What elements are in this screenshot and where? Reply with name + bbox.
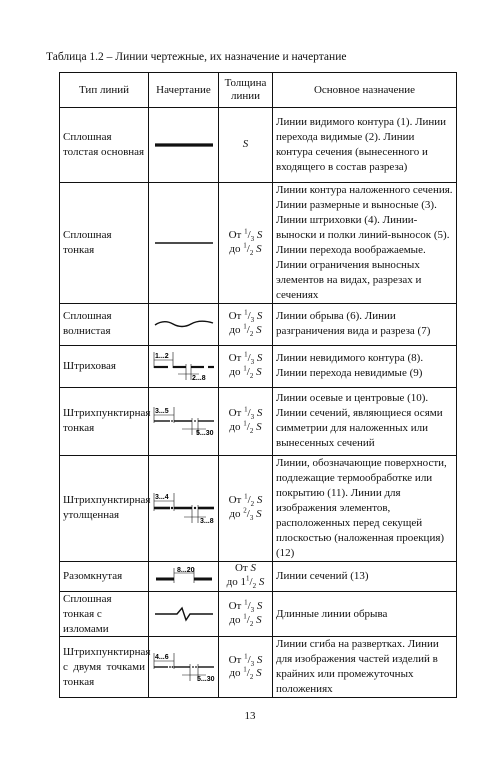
thickness-from: От	[228, 494, 242, 507]
thickness-cell: От S до $1^1/_2$ S	[219, 561, 273, 591]
drawing-cell	[149, 561, 219, 591]
header-thickness	[219, 73, 273, 108]
dim-label: 4...6	[155, 654, 169, 662]
header-purpose: Основное назначение	[273, 73, 457, 108]
line-type-cell: Штрихпунктирная тонкая	[60, 387, 149, 455]
fraction-num: 1	[243, 322, 247, 331]
fraction-num: 1	[244, 227, 248, 236]
fraction-den: 2	[249, 330, 254, 339]
thickness-cell: От $^1/_3$ S до $^1/_2$ S	[219, 345, 273, 387]
dim-label: 3...4	[155, 494, 169, 502]
fraction-den: 2	[249, 372, 254, 381]
thickness-to: до	[229, 614, 241, 627]
table-row	[60, 183, 457, 304]
header-thickness-line1: Толщина	[224, 77, 267, 90]
thickness-cell: От $^1/_3$ S до $^1/_2$ S	[219, 591, 273, 637]
dash-double-dot-line-icon	[152, 651, 216, 683]
fraction-den: 3	[250, 316, 255, 325]
drawing-cell	[149, 345, 219, 387]
thickness-s: S	[256, 310, 263, 323]
fraction-num: 1	[243, 241, 247, 250]
thickness-to: до	[226, 576, 238, 589]
thickness-s: S	[256, 600, 263, 613]
thickness-from: От	[228, 352, 242, 365]
line-type-text: Штрихпунктирная с двумя точками тонкая	[63, 645, 151, 688]
line-type-cell: Сплошная тонкая с изломами	[60, 591, 149, 637]
thickness-from: От	[228, 310, 242, 323]
thickness-cell: От $^1/_3$ S до $^1/_2$ S	[219, 183, 273, 304]
purpose-cell: Линии сечений (13)	[273, 561, 457, 591]
drawing-cell	[149, 637, 219, 698]
fraction-num: 1	[244, 350, 248, 359]
line-type-cell	[60, 637, 149, 698]
thickness-s: S	[256, 366, 262, 379]
drawing-cell	[149, 303, 219, 345]
dim-label: 3...5	[155, 408, 169, 416]
dim-label: 3...8	[200, 518, 214, 526]
fraction-num: 1	[243, 612, 247, 621]
purpose-cell: Длинные линии обрыва	[273, 591, 457, 637]
fraction-whole: 1	[240, 576, 247, 589]
dim-label: 8...20	[177, 567, 195, 575]
table-row	[60, 387, 457, 455]
fraction-den: 2	[252, 582, 257, 591]
thickness-to: до	[229, 508, 241, 521]
dim-label: 5...30	[197, 676, 215, 684]
thickness-to: до	[229, 242, 241, 255]
fraction-den: 3	[250, 235, 255, 244]
line-type-cell: Сплошная тонкая	[60, 183, 149, 304]
thickness-to: до	[229, 667, 241, 680]
line-type-cell: Сплошная толстая основная	[60, 108, 149, 183]
thickness-s: S	[258, 576, 265, 589]
table-row	[60, 345, 457, 387]
thickness-s: S	[256, 352, 263, 365]
purpose-cell: Линии контура наложенного сечения. Линии размерные и выносные (3). Линии штриховки (4). Линии-выноски и полки линий-выносок (5). Линии перехода воображаемые. Линии ограничения выносных элементов на видах, разрезах и сечениях	[273, 183, 457, 304]
thickness-to: до	[229, 324, 241, 337]
table-row	[60, 591, 457, 637]
fraction-den: 3	[250, 413, 255, 422]
fraction-num: 1	[246, 574, 250, 583]
open-line-icon	[152, 565, 216, 587]
fraction-num: 1	[244, 405, 248, 414]
thickness-cell	[219, 108, 273, 183]
fraction-den: 2	[249, 620, 254, 629]
thickness-cell: От $^1/_3$ S до $^1/_2$ S	[219, 387, 273, 455]
fraction-num: 1	[243, 364, 247, 373]
line-type-cell: Штрихпунктирная утолщенная	[60, 455, 149, 561]
thickness-s: S	[256, 421, 262, 434]
fraction-num: 1	[244, 651, 248, 660]
purpose-cell: Линии невидимого контура (8). Линии перехода невидимые (9)	[273, 345, 457, 387]
fraction-num: 1	[244, 308, 248, 317]
thickness-s: S	[256, 229, 263, 242]
thickness-s: S	[256, 494, 263, 507]
fraction-den: 3	[250, 358, 255, 367]
thickness-s: S	[256, 653, 263, 666]
thickness-from: От	[228, 600, 242, 613]
drawing-cell	[149, 387, 219, 455]
thickness-from: От	[234, 562, 248, 575]
fraction-num: 1	[243, 419, 247, 428]
table-row	[60, 303, 457, 345]
table-row	[60, 455, 457, 561]
table-header-row	[60, 73, 457, 108]
thickness-to: до	[229, 421, 241, 434]
line-type-cell: Разомкнутая	[60, 561, 149, 591]
fraction-num: 1	[244, 598, 248, 607]
drawing-cell	[149, 591, 219, 637]
fraction-den: 2	[249, 427, 254, 436]
thickness-from: От	[228, 407, 242, 420]
zigzag-line-icon	[153, 606, 215, 622]
table-caption: Таблица 1.2 – Линии чертежные, их назначение и начертание	[46, 51, 347, 63]
header-type: Тип линий	[60, 73, 149, 108]
purpose-cell: Линии, обозначающие поверхности, подлежащие термообработке или покрытию (11). Линии для изображения элементов, расположенных перед секущей плоскостью (наложенная проекция) (12)	[273, 455, 457, 561]
fraction-den: 3	[250, 659, 255, 668]
table-row	[60, 108, 457, 183]
thickness-s: S	[256, 324, 262, 337]
fraction-den: 3	[250, 606, 255, 615]
page-number: 13	[244, 710, 256, 722]
purpose-cell: Линии сгиба на развертках. Линии для изображения частей изделий в крайних или промежуточных положениях	[273, 637, 457, 698]
dash-dot-thick-line-icon	[152, 491, 216, 525]
thickness-cell: От $^1/_3$ S до $^1/_2$ S	[219, 303, 273, 345]
purpose-cell: Линии видимого контура (1). Линии перехода видимые (2). Линии контура сечения (вынесенного и входящего в состав разреза)	[273, 108, 457, 183]
line-type-cell: Сплошная волнистая	[60, 303, 149, 345]
purpose-cell: Линии осевые и центровые (10). Линии сечений, являющиеся осями симметрии для наложенных или вынесенных сечений	[273, 387, 457, 455]
thickness-from: От	[228, 229, 242, 242]
thickness-cell: От $^1/_3$ S до $^1/_2$ S	[219, 637, 273, 698]
thickness-cell: От $^1/_2$ S до $^2/_3$ S	[219, 455, 273, 561]
fraction-num: 2	[243, 506, 247, 515]
table-row	[60, 637, 457, 698]
thickness-s: S	[250, 562, 256, 575]
solid-thick-line-icon	[153, 140, 215, 150]
drawing-cell	[149, 183, 219, 304]
fraction-num: 1	[244, 492, 248, 501]
thickness-value: S	[242, 138, 249, 151]
header-thickness-line2: линии	[230, 90, 261, 102]
thickness-to: до	[229, 366, 241, 379]
thickness-s: S	[256, 242, 262, 255]
dim-label: 2...8	[192, 375, 206, 383]
thickness-from: От	[228, 653, 242, 666]
thickness-s: S	[256, 407, 263, 420]
wavy-line-icon	[153, 318, 215, 330]
purpose-cell: Линии обрыва (6). Линии разграничения вида и разреза (7)	[273, 303, 457, 345]
fraction-num: 1	[243, 665, 247, 674]
line-types-table	[59, 72, 457, 698]
thickness-s: S	[256, 667, 262, 680]
fraction-den: 3	[249, 514, 254, 523]
thickness-s: S	[256, 508, 262, 521]
drawing-cell	[149, 455, 219, 561]
dim-label: 5...30	[196, 430, 214, 438]
dashed-line-icon	[152, 350, 216, 382]
fraction-den: 2	[250, 500, 255, 509]
fraction-den: 2	[249, 249, 254, 257]
table-row	[60, 561, 457, 591]
drawing-cell	[149, 108, 219, 183]
header-drawing: Начертание	[149, 73, 219, 108]
solid-thin-line-icon	[153, 240, 215, 246]
fraction-den: 2	[249, 673, 254, 682]
dash-dot-thin-line-icon	[152, 405, 216, 437]
thickness-s: S	[256, 614, 262, 627]
line-type-cell: Штриховая	[60, 345, 149, 387]
dim-label: 1...2	[155, 353, 169, 361]
